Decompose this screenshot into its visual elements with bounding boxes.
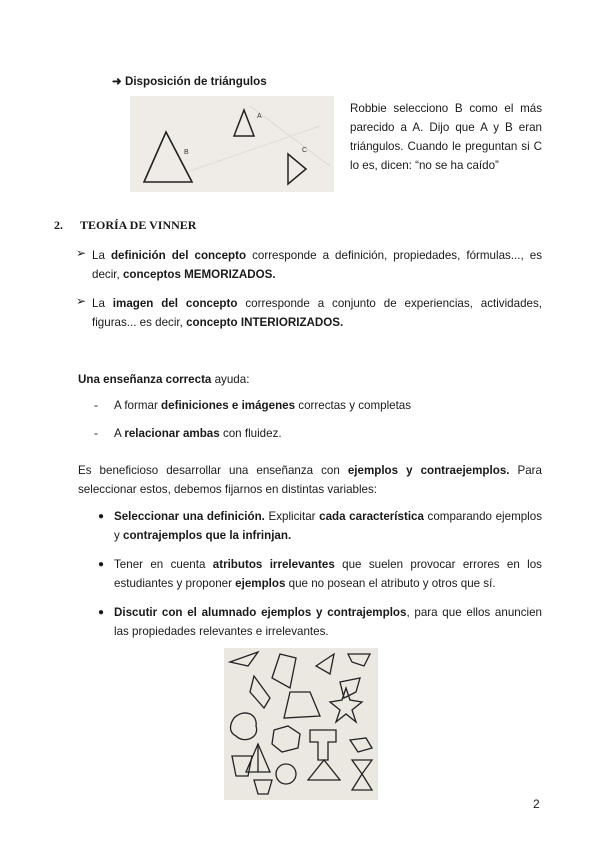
triangle-c xyxy=(288,154,306,184)
text-run: Es beneficioso desarrollar una enseñanza con xyxy=(78,464,348,477)
triangles-figure xyxy=(130,96,334,192)
subheading-title: Disposición de triángulos xyxy=(124,75,267,88)
shape xyxy=(316,654,334,674)
text-run: correctas y completas xyxy=(295,399,412,412)
shapes-figure xyxy=(224,648,378,800)
dot-bullet: ● xyxy=(98,607,105,618)
text-run: con fluidez. xyxy=(219,427,282,440)
shape xyxy=(330,688,362,722)
triangles-drawing xyxy=(130,96,334,192)
text-run: Para seleccionar estos, debemos fijarnos en distintas variables: xyxy=(78,464,542,496)
bold-run: conceptos MEMORIZADOS. xyxy=(122,268,276,281)
text-run: corresponde a conjunto de experiencias, actividades, figuras... es decir, xyxy=(92,297,542,329)
shape xyxy=(350,738,372,752)
text-run: A xyxy=(114,427,125,440)
bold-run: definiciones e imágenes xyxy=(161,399,296,412)
bold-run: Seleccionar una definición. xyxy=(114,510,265,523)
dot-bullet: ● xyxy=(98,559,105,570)
shape xyxy=(272,726,300,752)
section-heading xyxy=(54,218,196,233)
bold-run: Discutir con el alumnado ejemplos y contrajemplos xyxy=(114,606,407,619)
shape xyxy=(310,730,336,760)
triangle-a xyxy=(234,110,254,136)
bold-run: ejemplos y contraejemplos. xyxy=(347,464,510,477)
text-run: A formar xyxy=(114,399,162,412)
text-run: La xyxy=(92,297,113,310)
dash-item xyxy=(114,424,282,443)
arrow-icon: ➜ xyxy=(112,75,122,88)
triangle-b xyxy=(144,132,192,182)
arrow-bullet-icon: ➢ xyxy=(76,294,87,308)
text-run: La xyxy=(92,249,111,262)
arrow-item xyxy=(92,246,542,284)
label-a: A xyxy=(257,113,262,120)
text-run: corresponde a definición, propiedades, fórmulas..., es decir, xyxy=(92,249,542,281)
bold-run: atributos irrelevantes xyxy=(212,558,335,571)
dot-item xyxy=(114,507,542,545)
shape xyxy=(276,764,296,784)
bold-run: relacionar ambas xyxy=(124,427,220,440)
beneficioso-paragraph xyxy=(78,461,542,499)
section-title: TEORÍA DE VINNER xyxy=(80,218,197,232)
text-run: Explicitar xyxy=(264,510,320,523)
bold-run: definición del concepto xyxy=(110,249,247,262)
bold-run: imagen del concepto xyxy=(112,297,238,310)
dot-bullet: ● xyxy=(98,511,105,522)
shape xyxy=(230,652,258,666)
bold-run: ejemplos xyxy=(235,577,286,590)
bold-run: cada característica xyxy=(319,510,424,523)
dash-item xyxy=(114,396,411,415)
text-run: que suelen provocar errores en los estudiantes y proponer xyxy=(114,558,542,590)
shape xyxy=(254,780,272,794)
robbie-paragraph: Robbie selecciono B como el más parecido a A. Dijo que A y B eran triángulos. Cuando le preguntan si C lo es, dicen: “no se ha caído” xyxy=(350,102,542,172)
section-number: 2. xyxy=(54,218,63,232)
arrow-item xyxy=(92,294,542,332)
shape xyxy=(231,713,257,740)
shapes-drawing xyxy=(224,648,378,800)
shape xyxy=(284,692,320,718)
dot-item xyxy=(114,555,542,593)
dash-bullet: - xyxy=(94,426,98,440)
subheading xyxy=(112,74,267,88)
label-c: C xyxy=(302,147,308,154)
ensenanza-paragraph xyxy=(78,370,249,389)
shape xyxy=(352,760,372,790)
shape xyxy=(308,760,340,780)
page-number: 2 xyxy=(533,797,540,811)
text-run: que no posean el atributo y otros que sí. xyxy=(285,577,496,590)
arrow-bullet-icon: ➢ xyxy=(76,246,87,260)
shape xyxy=(250,676,270,708)
label-b: B xyxy=(184,149,189,156)
text-run: comparando ejemplos y xyxy=(114,510,543,542)
dash-bullet: - xyxy=(94,398,98,412)
text-run: , para que ellos anuncien las propiedades relevantes e irrelevantes. xyxy=(114,606,542,638)
bold-run: contrajemplos que la infrinjan. xyxy=(123,529,292,542)
text-run: Tener en cuenta xyxy=(114,558,213,571)
bold-run: concepto INTERIORIZADOS. xyxy=(186,316,344,329)
dot-item xyxy=(114,603,542,641)
bold-run: Una enseñanza correcta xyxy=(78,373,212,386)
shape xyxy=(348,654,370,666)
shape xyxy=(272,654,296,688)
text-run: ayuda: xyxy=(211,373,250,386)
